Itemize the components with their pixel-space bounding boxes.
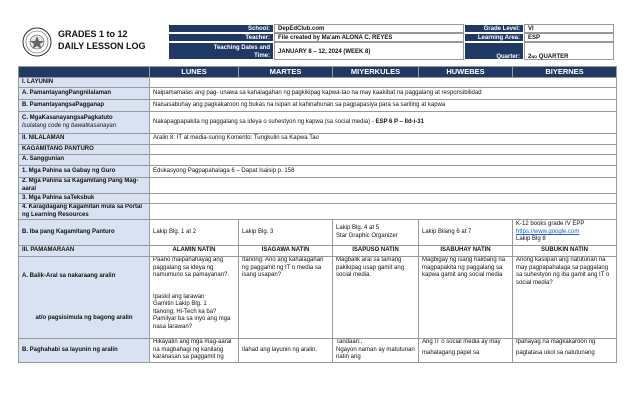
pamantayang-nilalaman-label: A. PamantayangPangnilalaman (19, 88, 150, 100)
iba-kagamitan-biyernes-3: Lakip Blg 8 (516, 236, 546, 243)
quarter-suffix: ND (531, 54, 538, 59)
iba-kagamitan-biyernes (513, 220, 617, 246)
paghahabi-biyernes-2: pagtatasa ukol sa natutunang (516, 349, 595, 356)
pamamaraan-row (19, 246, 617, 257)
kasanayan-text: Nakapagpapakita ng paggalang sa ideya o suhestyon ng kapwa (sa social media) - (153, 118, 374, 125)
kagamitan-blank (150, 145, 617, 155)
quarter-label: Quarter: (464, 42, 524, 60)
day-miyerkules: MIYERKULES (333, 67, 419, 78)
portal-row (19, 204, 617, 220)
gabay-guro-row (19, 166, 617, 178)
lesson-log-table (18, 66, 617, 363)
sanggunian-blank (150, 155, 617, 166)
teacher-label: Teacher: (168, 33, 274, 42)
kagamitang-mag-aaral-label: 2. Mga Pahina sa Kagamitang Pang Mag-aaral (19, 178, 150, 194)
portal-blank (150, 204, 617, 220)
nilalaman-text: Aralin 8: IT at media-suring Komento: Tungkulin sa Kapwa Tao (150, 134, 617, 145)
learning-area-label: Learning Area: (464, 33, 524, 42)
iba-kagamitan-miyerkules-1: Lakip Blg. 4 at 5 (336, 225, 380, 231)
paghahabi-huwebes (419, 339, 513, 363)
iba-kagamitan-lunes: Lakip Blg. 1 at 2 (150, 220, 239, 246)
days-header-row (19, 67, 617, 78)
nilalaman-row (19, 134, 617, 145)
kasanayan-label: C. MgaKasanayangsaPagkatuto (22, 115, 113, 121)
teaching-dates-label-1: Teaching Dates and (213, 44, 270, 51)
header (18, 24, 614, 60)
kagamitan-row (19, 145, 617, 155)
iba-kagamitan-martes: Lakip Blg. 3 (239, 220, 333, 246)
day-huwebes: HUWEBES (419, 67, 513, 78)
kasanayan-sublabel: Isulatang code ng bawatkasanayan (22, 122, 117, 129)
kasanayan-code: ESP 6 P – IId-i-31 (375, 118, 424, 125)
school-label: School: (168, 24, 274, 33)
pamantayang-nilalaman-row (19, 88, 617, 100)
gabay-guro-label: 1. Mga Pahina sa Gabay ng Guro (19, 166, 150, 178)
balik-aral-biyernes: Anong kasiipan ang natutunan na may pagpapahalaga sa paggalang sa suhestyon ng iba gamit ang IT o social media? (513, 257, 617, 339)
teaching-dates-label (168, 42, 274, 60)
paghahabi-miyerkules-1: Tandaan:, (336, 339, 363, 345)
day-lunes: LUNES (150, 67, 239, 78)
title-line-2: DAILY LESSON LOG (58, 41, 146, 51)
balik-aral-miyerkules: Magbalik aral sa tamang pakikipag usap gamit ang social media. (333, 257, 419, 339)
bagong-aralin-label: at/o pagsisimula ng bagong aralin (35, 314, 133, 321)
info-grid (168, 24, 614, 60)
kasanayan-row (19, 112, 617, 134)
pamantayan-pagganap-label: B. PamantayangsaPagganap (19, 100, 150, 112)
quarter-word: QUARTER (538, 54, 569, 60)
grade-level-value: VI (524, 24, 614, 33)
balik-aral-lunes-4: Itanong: Hi-Tech ka ba? (153, 308, 217, 315)
deped-seal-icon (22, 27, 52, 57)
kagamitan-heading: KAGAMITANG PANTURO (19, 145, 150, 155)
learning-area-value: ESP (524, 33, 614, 42)
pamamaraan-heading: III. PAMAMARAAN (19, 246, 150, 257)
paghahabi-miyerkules-2: Ngayon naman ay matutunan natin ang (336, 346, 415, 360)
school-value: DepEdClub.com (274, 24, 464, 33)
teksbuk-blank (150, 194, 617, 204)
balik-aral-label-cell (19, 257, 150, 339)
gabay-guro-text: Edukasyong Pagpapahalaga 6 – Dapat Isaisip p. 158 (150, 166, 617, 178)
sanggunian-row (19, 155, 617, 166)
sub-subukin: SUBUKIN NATIN (513, 246, 617, 257)
quarter-number: 2 (528, 54, 532, 60)
day-biyernes: BIYERNES (513, 67, 617, 78)
balik-aral-lunes-spacer (153, 280, 235, 294)
nilalaman-heading: II. NILALAMAN (19, 134, 150, 145)
sub-alamin: ALAMIN NATIN (150, 246, 239, 257)
teaching-dates-value: JANUARY 8 – 12, 2024 (WEEK 8) (274, 42, 464, 60)
balik-aral-huwebes: Magbigay ng isang halibang na magpapakita ng paggalang sa kapwa gamit ang social media (419, 257, 513, 339)
paghahabi-huwebes-2: mahalagang papel sa (422, 349, 480, 356)
teksbuk-row (19, 194, 617, 204)
iba-kagamitan-huwebes: Lakip Bilang 6 at 7 (419, 220, 513, 246)
days-header-blank (19, 67, 150, 78)
paghahabi-martes: Ilahad ang layunin ng aralin. (239, 339, 333, 363)
title-line-1: GRADES 1 to 12 (58, 29, 128, 39)
pamantayan-pagganap-row (19, 100, 617, 112)
sub-isabuhay: ISABUHAY NATIN (419, 246, 513, 257)
iba-kagamitan-label: B. Iba pang Kagamitang Panturo (19, 220, 150, 246)
layunin-blank (150, 78, 617, 88)
layunin-heading: I. LAYUNIN (19, 78, 150, 88)
quarter-value (524, 42, 614, 60)
balik-aral-lunes (150, 257, 239, 339)
balik-aral-spacer (22, 281, 146, 315)
paghahabi-biyernes (513, 339, 617, 363)
paghahabi-huwebes-1: Ang IT o social media ay may (422, 339, 501, 345)
balik-aral-row (19, 257, 617, 339)
balik-aral-lunes-3: Gamitin Lakip Blg. 1 (153, 301, 207, 307)
balik-aral-lunes-1: Paano maipahahayag ang paggalang sa ideya ng namumuno sa pamayanan?. (153, 257, 230, 278)
kasanayan-text-cell (150, 112, 617, 134)
teksbuk-label: 3. Mga Pahina saTeksbuk (19, 194, 150, 204)
paghahabi-biyernes-1: Ipahayag na magkakaroon ng (516, 339, 596, 345)
iba-kagamitan-miyerkules-2: Star Graphic Organizer (336, 232, 398, 239)
paghahabi-row (19, 339, 617, 363)
sanggunian-label: A. Sanggunian (19, 155, 150, 166)
iba-kagamitan-miyerkules (333, 220, 419, 246)
kasanayan-label-cell (19, 112, 150, 134)
paghahabi-miyerkules (333, 339, 419, 363)
sub-isapuso: ISAPUSO NATIN (333, 246, 419, 257)
grade-level-label: Grade Level: (464, 24, 524, 33)
paghahabi-lunes: Hikayatin ang mga mag-aaral na magbahagi ng kanilang karanasan sa paggamit ng (150, 339, 239, 363)
pamantayang-nilalaman-text: Naipamamalas ang pag- unawa sa kahalagahan ng pagkikipag kapwa-tao na may kaakibat na paggalang at responsibilidad (150, 88, 617, 100)
kagamitang-mag-aaral-row (19, 178, 617, 194)
google-link[interactable]: https://www.google.com (516, 228, 580, 235)
pamantayan-pagganap-text: Naisasabuhay ang pagkakaroon ng bukas na isipan at kahinahunan sa pagpapasiya para sa sariling at kapwa (150, 100, 617, 112)
document-title (58, 28, 146, 52)
teacher-value: File created by Ma'am ALONA C. REYES (274, 33, 464, 42)
day-martes: MARTES (239, 67, 333, 78)
balik-aral-label: A. Balik-Aral sa nakaraang aralin (22, 273, 116, 279)
balik-aral-lunes-5: Pamilyar ba sa inyo ang mga nasa larawan? (153, 316, 231, 330)
iba-kagamitan-biyernes-1: K-12 books grade IV EPP (516, 221, 585, 228)
sub-isagawa: ISAGAWA NATIN (239, 246, 333, 257)
balik-aral-lunes-2: Ipaskil ang larawan (153, 293, 205, 300)
balik-aral-martes: Itanong: Ano ang kahalagahan ng paggamit ng IT o media sa isang usapan? (239, 257, 333, 339)
iba-kagamitan-row (19, 220, 617, 246)
layunin-row (19, 78, 617, 88)
paghahabi-label: B. Paghahabi sa layunin ng aralin (19, 339, 150, 363)
portal-label: 4. Karagdagang Kagamitan mula sa Portal ng Learning Resources (19, 204, 150, 220)
kagamitang-mag-aaral-blank (150, 178, 617, 194)
teaching-dates-label-2: Time: (254, 53, 270, 59)
